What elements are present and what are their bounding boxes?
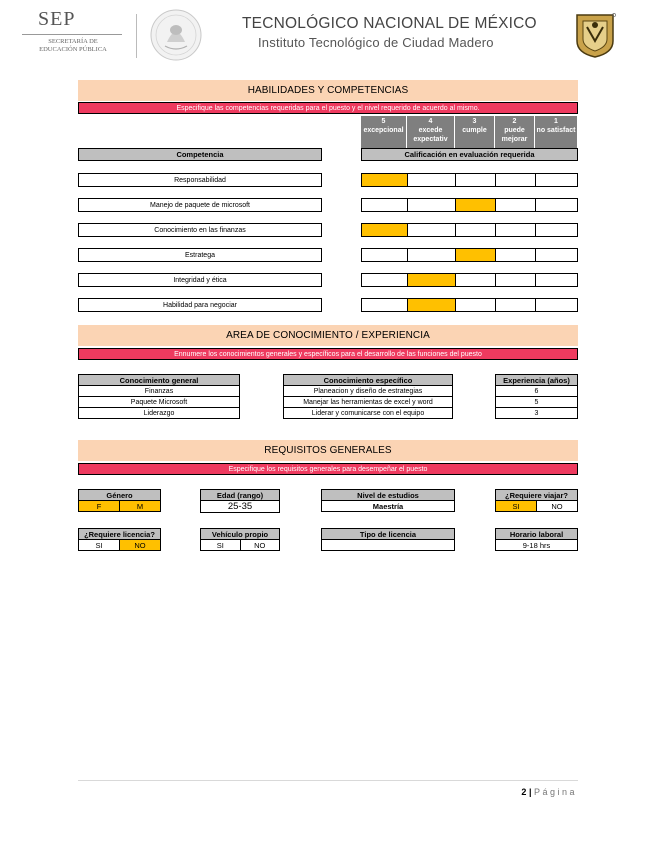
vehicle-option-yes: SI (201, 540, 241, 551)
sep-subtitle-line-2: EDUCACIÓN PÚBLICA (39, 46, 107, 53)
license-type-header: Tipo de licencia (322, 529, 455, 540)
knowledge-instruction: Ennumere los conocimientos generales y específicos para el desarrollo de las funciones del puesto (78, 348, 578, 360)
rating-cell (495, 298, 536, 312)
requirements-instruction: Especifique los requisitos generales para desempeñar el puesto (78, 463, 578, 475)
license-type-value (322, 540, 455, 551)
itcm-shield-icon (573, 11, 617, 59)
rating-cell (535, 273, 578, 287)
rating-cell (407, 173, 456, 187)
experience-header: Experiencia (años) (496, 375, 578, 386)
page-word: Página (533, 787, 577, 797)
license-field (78, 528, 161, 551)
vehicle-field (200, 528, 280, 551)
mexico-seal-icon (147, 8, 205, 62)
license-header: ¿Requiere licencia? (79, 529, 161, 540)
general-knowledge-item: Paquete Microsoft (79, 397, 240, 408)
vehicle-option-no: NO (240, 540, 280, 551)
gender-field (78, 489, 161, 512)
page-footer: 2 | Página (521, 787, 577, 797)
footer-divider (78, 780, 578, 781)
experience-value: 5 (496, 397, 578, 408)
travel-field (495, 489, 578, 512)
rating-cell (361, 248, 408, 262)
rating-scale-number: 4 (428, 118, 433, 125)
rating-cell (407, 198, 456, 212)
rating-cell (495, 248, 536, 262)
competency-label: Habilidad para negociar (78, 298, 322, 312)
vehicle-header: Vehículo propio (201, 529, 280, 540)
specific-knowledge-item: Manejar las herramientas de excel y word (284, 397, 453, 408)
license-option-no: NO (120, 540, 161, 551)
gender-option-f: F (79, 501, 120, 512)
general-knowledge-item: Finanzas (79, 386, 240, 397)
rating-cell-selected (361, 223, 408, 237)
general-knowledge-item: Liderazgo (79, 408, 240, 419)
competency-label: Integridad y ética (78, 273, 322, 287)
license-option-yes: SI (79, 540, 120, 551)
competency-label: Responsabilidad (78, 173, 322, 187)
rating-cell (455, 298, 496, 312)
travel-option-yes: SI (496, 501, 537, 512)
knowledge-section-title: AREA DE CONOCIMIENTO / EXPERIENCIA (78, 325, 578, 346)
rating-cell (535, 198, 578, 212)
rating-cell (495, 173, 536, 187)
rating-cell (455, 173, 496, 187)
rating-cell (361, 298, 408, 312)
rating-cell (535, 223, 578, 237)
competency-label: Conocimiento en las finanzas (78, 223, 322, 237)
campus-title: Instituto Tecnológico de Ciudad Madero (258, 35, 494, 50)
competency-label: Estratega (78, 248, 322, 262)
travel-header: ¿Requiere viajar? (496, 490, 578, 501)
rating-cell (455, 223, 496, 237)
rating-cell (535, 248, 578, 262)
rating-cell-selected (361, 173, 408, 187)
sep-logo-title: SEP (38, 8, 76, 30)
studies-field (321, 489, 455, 512)
rating-scale-number: 1 (554, 118, 558, 125)
specific-knowledge-table (283, 374, 453, 419)
studies-value: Maestría (322, 501, 455, 512)
sep-logo-subtitle (18, 38, 128, 54)
schedule-field (495, 528, 578, 551)
competency-column-header: Competencia (78, 148, 322, 161)
general-knowledge-header: Conocimiento general (79, 375, 240, 386)
schedule-header: Horario laboral (496, 529, 578, 540)
license-type-field (321, 528, 455, 551)
rating-cell (495, 223, 536, 237)
skills-instruction: Especifique las competencias requeridas para el puesto y el nivel requerido de acuerdo al mismo. (78, 102, 578, 114)
rating-cell (495, 273, 536, 287)
rating-cell-selected (407, 273, 456, 287)
rating-cell (361, 198, 408, 212)
experience-value: 6 (496, 386, 578, 397)
travel-option-no: NO (537, 501, 578, 512)
rating-cell (407, 248, 456, 262)
schedule-value: 9-18 hrs (496, 540, 578, 551)
rating-column-header: Calificación en evaluación requerida (361, 148, 578, 161)
rating-scale-number: 3 (472, 118, 477, 125)
rating-cell (495, 198, 536, 212)
rating-cell-selected (455, 248, 496, 262)
page-number: 2 (521, 787, 527, 797)
specific-knowledge-item: Planeacion y diseño de estrategias (284, 386, 453, 397)
institution-title: TECNOLÓGICO NACIONAL DE MÉXICO (242, 15, 537, 32)
general-knowledge-table (78, 374, 240, 419)
studies-header: Nivel de estudios (322, 490, 455, 501)
rating-cell (535, 173, 578, 187)
rating-cell-selected (455, 198, 496, 212)
specific-knowledge-item: Liderar y comunicarse con el equipo (284, 408, 453, 419)
sep-subtitle-line-1: SECRETARÍA DE (48, 38, 98, 45)
age-value: 25-35 (201, 501, 280, 513)
rating-cell (361, 273, 408, 287)
requirements-section-title: REQUISITOS GENERALES (78, 440, 578, 461)
rating-cell (455, 273, 496, 287)
gender-header: Género (79, 490, 161, 501)
header-divider (136, 14, 137, 58)
specific-knowledge-header: Conocimiento específico (284, 375, 453, 386)
experience-table (495, 374, 578, 419)
rating-scale-label: cumple (462, 127, 487, 134)
age-header: Edad (rango) (201, 490, 280, 501)
rating-scale-label: excede expectativ (413, 127, 448, 143)
page-header (0, 0, 655, 70)
rating-scale-number: 5 (381, 118, 386, 125)
competency-label: Manejo de paquete de microsoft (78, 198, 322, 212)
rating-scale-label: excepcional (363, 127, 404, 134)
experience-value: 3 (496, 408, 578, 419)
rating-cell (407, 223, 456, 237)
sep-logo-divider (22, 34, 122, 35)
rating-scale-number: 2 (512, 118, 517, 125)
rating-scale-label: no satisfact (536, 127, 576, 134)
skills-section-title: HABILIDADES Y COMPETENCIAS (78, 80, 578, 101)
age-field (200, 489, 280, 513)
rating-scale-label: puede mejorar (501, 127, 528, 143)
gender-option-m: M (120, 501, 161, 512)
rating-cell-selected (407, 298, 456, 312)
rating-cell (535, 298, 578, 312)
